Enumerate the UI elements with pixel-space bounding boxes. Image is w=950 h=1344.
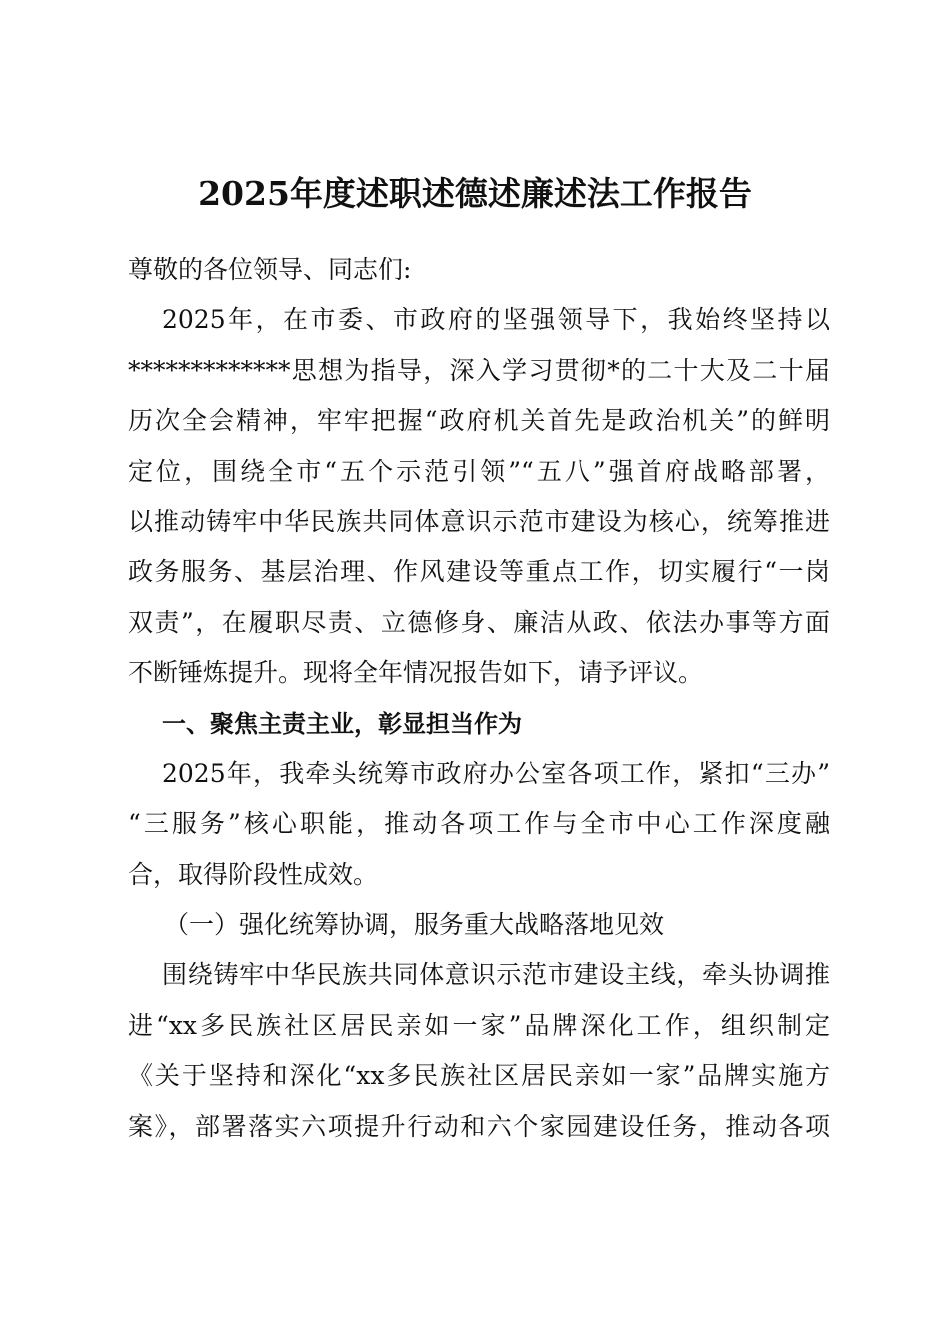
intro-line-6: 政务服务、基层治理、作风建设等重点工作，切实履行“一岗 — [128, 557, 830, 587]
intro-line-1: 2025年，在市委、市政府的坚强领导下，我始终坚持以 — [162, 305, 830, 335]
intro-line-5: 以推动铸牢中华民族共同体意识示范市建设为核心，统筹推进 — [128, 506, 830, 536]
document-title: 2025年度述职述德述廉述法工作报告 — [198, 174, 752, 213]
section-1-line-1: 2025年，我牵头统筹市政府办公室各项工作，紧扣“三办” — [162, 758, 830, 788]
intro-line-4: 定位，围绕全市“五个示范引领”“五八”强首府战略部署， — [128, 456, 830, 486]
subsection-1-heading: （一）强化统筹协调，服务重大战略落地见效 — [164, 910, 665, 940]
section-1-line-2: “三服务”核心职能，推动各项工作与全市中心工作深度融 — [128, 809, 830, 839]
document-body — [128, 245, 830, 1152]
subsection-1-line-3: 《关于坚持和深化“xx多民族社区居民亲如一家”品牌实施方 — [128, 1061, 830, 1091]
subsection-1-line-2: 进“xx多民族社区居民亲如一家”品牌深化工作，组织制定 — [128, 1010, 830, 1040]
subsection-1-line-1: 围绕铸牢中华民族共同体意识示范市建设主线，牵头协调推 — [162, 960, 830, 990]
salutation: 尊敬的各位领导、同志们: — [128, 255, 412, 284]
intro-line-8: 不断锤炼提升。现将全年情况报告如下，请予评议。 — [128, 658, 704, 688]
intro-line-3: 历次全会精神，牢牢把握“政府机关首先是政治机关”的鲜明 — [128, 406, 830, 436]
section-1-heading: 一、聚焦主责主业，彰显担当作为 — [162, 709, 522, 738]
intro-line-2: *************思想为指导，深入学习贯彻*的二十大及二十届 — [128, 355, 830, 385]
subsection-1-line-4: 案》，部署落实六项提升行动和六个家园建设任务，推动各项 — [128, 1111, 830, 1141]
section-1-line-3: 合，取得阶段性成效。 — [128, 859, 379, 889]
intro-line-7: 双责”，在履职尽责、立德修身、廉洁从政、依法办事等方面 — [128, 607, 830, 637]
